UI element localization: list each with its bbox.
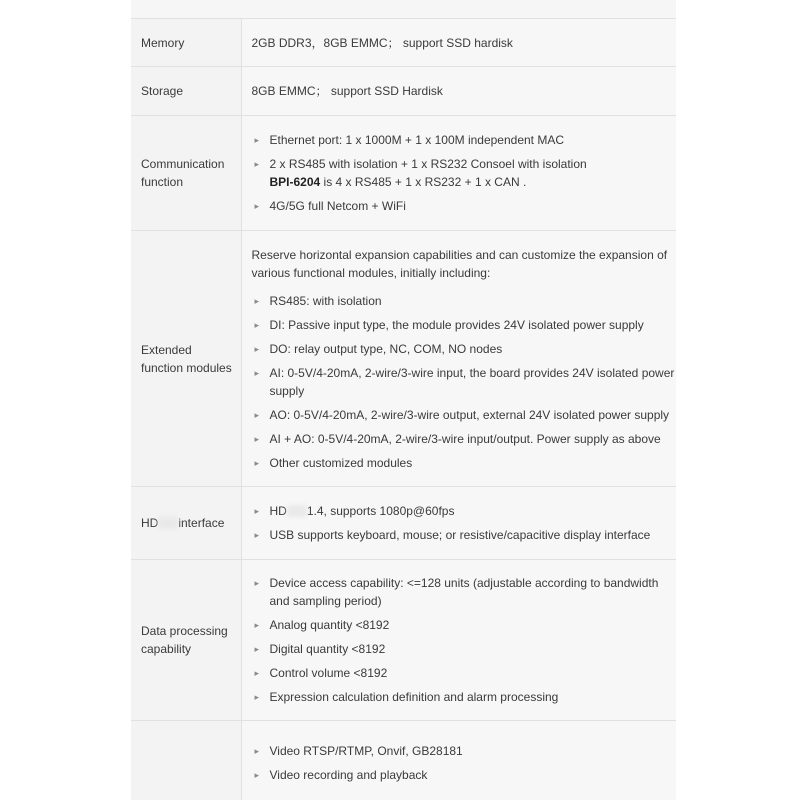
list-item: ▸ AI: 0-5V/4-20mA, 2-wire/3-wire input, the board provides 24V isolated power supply [252,364,677,400]
spec-label-extended: Extended function modules [131,231,241,487]
spec-table [131,18,676,800]
spec-row-extended [131,231,676,487]
spec-label-communication: Communication function [131,116,241,231]
spec-label-hdmi: HD interface [131,487,241,560]
list-item: ▸ HD 1.4, supports 1080p@60fps [252,502,677,520]
spec-value-video [241,721,676,800]
spec-label-storage: Storage [131,67,241,116]
list-item: ▸ AI + AO: 0-5V/4-20mA, 2-wire/3-wire input/output. Power supply as above [252,430,677,448]
spec-label-video [131,721,241,800]
list-item: ▸ Other customized modules [252,454,677,472]
spec-row-hdmi [131,487,676,560]
list-item: ▸ Video RTSP/RTMP, Onvif, GB28181 [252,742,677,760]
list-item: ▸ Digital quantity <8192 [252,640,677,658]
list-item: ▸ AO: 0-5V/4-20mA, 2-wire/3-wire output, external 24V isolated power supply [252,406,677,424]
model-config: is 4 x RS485 + 1 x RS232 + 1 x CAN . [320,175,527,189]
blurred-text [158,517,178,529]
list-item [252,155,677,191]
spec-row-storage [131,67,676,116]
spec-value-memory: 2GB DDR3，8GB EMMC； support SSD hardisk [241,19,676,67]
spec-value-data-processing [241,560,676,721]
spec-row-memory [131,19,676,67]
list-item: ▸ Analog quantity <8192 [252,616,677,634]
blurred-text [287,505,307,517]
list-item: ▸ Expression calculation definition and alarm processing [252,688,677,706]
extended-intro: Reserve horizontal expansion capabilities and can customize the expansion of various functional modules, initially including: [251,247,668,280]
spec-value-extended [241,231,676,487]
spec-row-video [131,721,676,800]
model-name: BPI-6204 [269,175,321,189]
spec-sheet [131,0,676,800]
list-item: ▸ DI: Passive input type, the module provides 24V isolated power supply [252,316,677,334]
spec-value-communication [241,116,676,231]
spec-label-data-processing: Data processing capability [131,560,241,721]
spec-value-storage: 8GB EMMC； support SSD Hardisk [241,67,676,116]
spec-row-communication [131,116,676,231]
list-item: ▸ DO: relay output type, NC, COM, NO nodes [252,340,677,358]
list-item: ▸ Control volume <8192 [252,664,677,682]
spec-value-hdmi [241,487,676,560]
list-item-text: 2 x RS485 with isolation + 1 x RS232 Consoel with isolation [269,157,587,171]
spec-label-memory: Memory [131,19,241,67]
spec-row-data-processing [131,560,676,721]
list-item: ▸ USB supports keyboard, mouse; or resistive/capacitive display interface [252,526,677,544]
list-item: ▸ Video recording and playback [252,766,677,784]
list-item: ▸ Device access capability: <=128 units (adjustable according to bandwidth and sampling period) [252,574,677,610]
list-item: ▸ RS485: with isolation [252,292,677,310]
list-item: ▸ Ethernet port: 1 x 1000M + 1 x 100M independent MAC [252,131,677,149]
list-item: ▸ 4G/5G full Netcom + WiFi [252,197,677,215]
